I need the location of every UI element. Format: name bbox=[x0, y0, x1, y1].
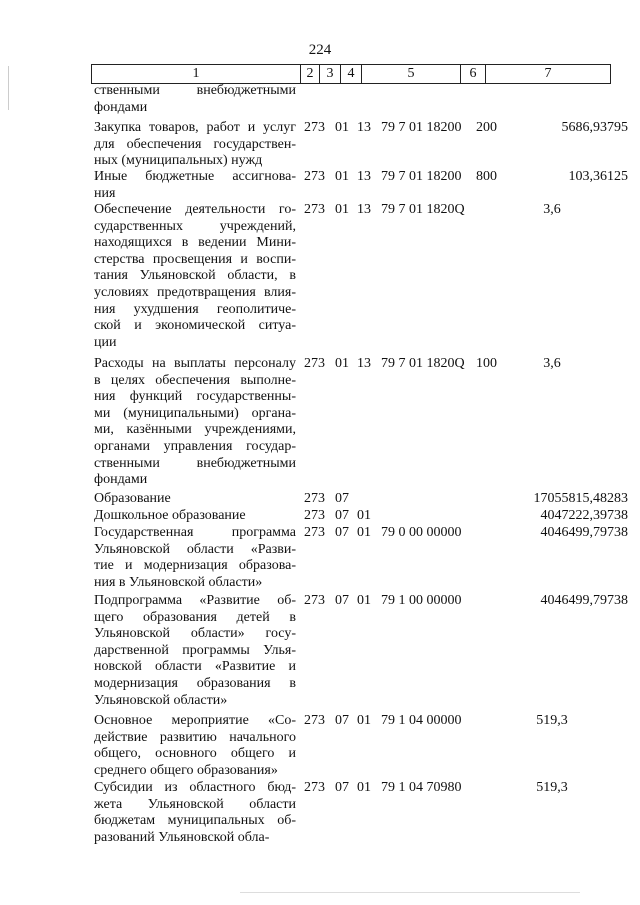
row-amount: 3,6 bbox=[543, 356, 561, 371]
row-name-line: ственными внебюджетными bbox=[94, 455, 296, 471]
row-vr: 800 bbox=[476, 169, 497, 184]
scan-artifact bbox=[240, 892, 580, 893]
row-pr: 13 bbox=[357, 202, 371, 217]
row-name bbox=[94, 508, 296, 525]
row-pr: 01 bbox=[357, 713, 371, 728]
row-name-line: ния в Ульяновской области» bbox=[94, 574, 263, 590]
row-name-line: органами управления государ- bbox=[94, 438, 296, 454]
row-name bbox=[94, 780, 296, 846]
header-col-4: 4 bbox=[341, 65, 362, 84]
row-ved: 273 bbox=[304, 356, 325, 371]
row-name-line: для обеспечения государствен- bbox=[94, 136, 296, 152]
row-name-line: ми, казёнными учреждениями, bbox=[94, 422, 296, 438]
row-amount: 4046499,79738 bbox=[540, 593, 628, 608]
row-name-line: условиях предотвращения влия- bbox=[94, 284, 296, 300]
row-pr: 01 bbox=[357, 780, 371, 795]
scan-artifact bbox=[8, 66, 9, 110]
row-name bbox=[94, 525, 296, 591]
row-csr: 79 0 00 00000 bbox=[381, 525, 462, 540]
row-ved: 273 bbox=[304, 593, 325, 608]
row-rz: 07 bbox=[335, 525, 349, 540]
header-col-5: 5 bbox=[362, 65, 461, 84]
row-name-line: ции bbox=[94, 334, 117, 350]
row-pr: 13 bbox=[357, 120, 371, 135]
row-amount: 17055815,48283 bbox=[533, 491, 628, 506]
row-pr: 01 bbox=[357, 508, 371, 523]
row-rz: 01 bbox=[335, 169, 349, 184]
row-name-line: дарственной программы Улья- bbox=[94, 642, 296, 658]
row-name bbox=[94, 83, 296, 116]
row-rz: 07 bbox=[335, 593, 349, 608]
row-name-line: Ульяновской области «Разви- bbox=[94, 541, 296, 557]
row-name bbox=[94, 713, 296, 779]
row-name-line: ской и экономической ситуа- bbox=[94, 318, 296, 334]
row-name-line: стерства просвещения и воспи- bbox=[94, 251, 296, 267]
row-pr: 13 bbox=[357, 169, 371, 184]
row-amount: 4047222,39738 bbox=[540, 508, 628, 523]
row-name-line: сударственных учреждений, bbox=[94, 218, 296, 234]
row-rz: 07 bbox=[335, 713, 349, 728]
row-name-line: Образование bbox=[94, 491, 171, 506]
row-rz: 07 bbox=[335, 491, 349, 506]
row-amount: 519,3 bbox=[536, 713, 568, 728]
row-name-line: щего образования детей в bbox=[94, 609, 296, 625]
row-csr: 79 1 00 00000 bbox=[381, 593, 462, 608]
row-rz: 01 bbox=[335, 356, 349, 371]
row-amount: 4046499,79738 bbox=[540, 525, 628, 540]
row-name bbox=[94, 169, 296, 202]
row-name-line: находящихся в ведении Мини- bbox=[94, 235, 296, 251]
row-name-line: Подпрограмма «Развитие об- bbox=[94, 593, 296, 608]
row-name-line: среднего общего образования» bbox=[94, 762, 278, 778]
row-amount: 3,6 bbox=[543, 202, 561, 217]
row-amount: 103,36125 bbox=[568, 169, 628, 184]
row-name-line: ния функций государственны- bbox=[94, 389, 296, 405]
row-ved: 273 bbox=[304, 202, 325, 217]
row-ved: 273 bbox=[304, 120, 325, 135]
row-name-line: Дошкольное образование bbox=[94, 508, 246, 523]
row-name-line: новской области «Развитие и bbox=[94, 659, 296, 675]
row-rz: 07 bbox=[335, 780, 349, 795]
row-name-line: жета Ульяновской области bbox=[94, 796, 296, 812]
row-name-line: Ульяновской области» госу- bbox=[94, 626, 296, 642]
row-name-line: Расходы на выплаты персоналу bbox=[94, 356, 296, 371]
row-name-line: Ульяновской области» bbox=[94, 692, 228, 708]
row-name bbox=[94, 356, 296, 489]
row-name-line: модернизация образования в bbox=[94, 675, 296, 691]
row-name-line: общего, основного общего и bbox=[94, 746, 296, 762]
row-name-line: ственными внебюджетными bbox=[94, 83, 296, 98]
row-csr: 79 1 04 00000 bbox=[381, 713, 462, 728]
row-name bbox=[94, 593, 296, 709]
row-name-line: ных (муниципальных) нужд bbox=[94, 153, 263, 169]
header-col-6: 6 bbox=[461, 65, 486, 84]
row-ved: 273 bbox=[304, 713, 325, 728]
row-pr: 01 bbox=[357, 525, 371, 540]
row-csr: 79 7 01 18200 bbox=[381, 169, 462, 184]
row-name bbox=[94, 491, 296, 508]
row-csr: 79 7 01 1820Q bbox=[381, 356, 465, 371]
row-rz: 01 bbox=[335, 202, 349, 217]
header-col-7: 7 bbox=[486, 65, 611, 84]
header-col-3: 3 bbox=[320, 65, 341, 84]
row-name-line: Основное мероприятие «Со- bbox=[94, 713, 296, 728]
row-vr: 200 bbox=[476, 120, 497, 135]
row-name bbox=[94, 202, 296, 351]
row-pr: 01 bbox=[357, 593, 371, 608]
row-name bbox=[94, 120, 296, 170]
row-amount: 5686,93795 bbox=[561, 120, 628, 135]
row-name-line: фондами bbox=[94, 99, 148, 115]
row-ved: 273 bbox=[304, 169, 325, 184]
row-name-line: Закупка товаров, работ и услуг bbox=[94, 120, 296, 135]
row-name-line: бюджетам муниципальных об- bbox=[94, 813, 296, 829]
row-name-line: ния bbox=[94, 185, 116, 201]
row-name-line: ния ухудшения геополитиче- bbox=[94, 301, 296, 317]
row-name-line: тания Ульяновской области, в bbox=[94, 268, 296, 284]
row-name-line: Государственная программа bbox=[94, 525, 296, 540]
row-vr: 100 bbox=[476, 356, 497, 371]
row-ved: 273 bbox=[304, 780, 325, 795]
row-ved: 273 bbox=[304, 508, 325, 523]
row-rz: 01 bbox=[335, 120, 349, 135]
row-name-line: Субсидии из областного бюд- bbox=[94, 780, 296, 795]
row-rz: 07 bbox=[335, 508, 349, 523]
row-name-line: разований Ульяновской обла- bbox=[94, 829, 270, 845]
row-name-line: фондами bbox=[94, 472, 148, 488]
row-csr: 79 7 01 18200 bbox=[381, 120, 462, 135]
row-csr: 79 7 01 1820Q bbox=[381, 202, 465, 217]
row-name-line: Иные бюджетные ассигнова- bbox=[94, 169, 296, 184]
row-ved: 273 bbox=[304, 491, 325, 506]
header-col-1: 1 bbox=[92, 65, 301, 84]
row-name-line: тие и модернизация образова- bbox=[94, 558, 296, 574]
row-pr: 13 bbox=[357, 356, 371, 371]
row-name-line: ми (муниципальными) органа- bbox=[94, 405, 296, 421]
header-col-2: 2 bbox=[301, 65, 320, 84]
row-csr: 79 1 04 70980 bbox=[381, 780, 462, 795]
row-amount: 519,3 bbox=[536, 780, 568, 795]
page-number: 224 bbox=[308, 42, 332, 58]
row-name-line: действие развитию начального bbox=[94, 729, 296, 745]
row-ved: 273 bbox=[304, 525, 325, 540]
row-name-line: Обеспечение деятельности го- bbox=[94, 202, 296, 217]
row-name-line: в целях обеспечения выполне- bbox=[94, 372, 296, 388]
